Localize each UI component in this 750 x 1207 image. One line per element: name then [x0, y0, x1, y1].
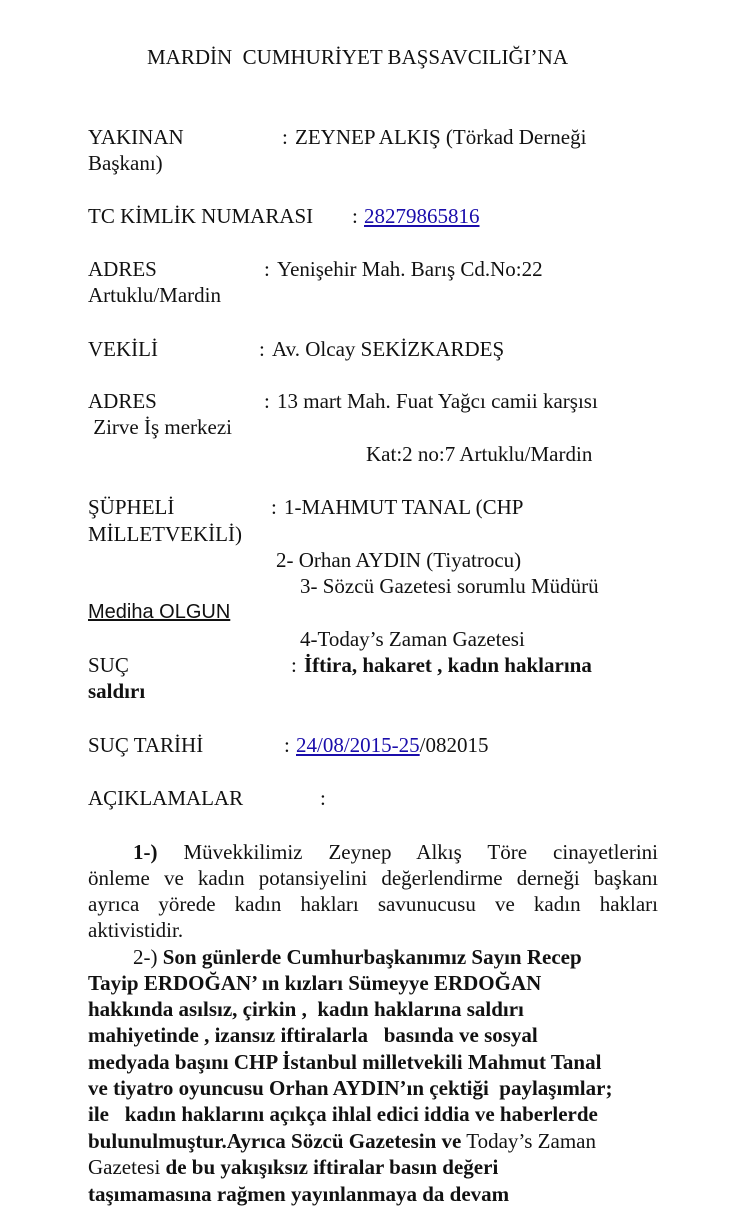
para2-line: medyada başını CHP İstanbul milletvekili Mahmut Tanal [88, 1050, 602, 1074]
para2-text: bulunulmuştur.Ayrıca Sözcü Gazetesin ve [88, 1129, 462, 1153]
address1-sep: : [264, 257, 270, 281]
para2-line: ve tiyatro oyuncusu Orhan AYDIN’ın çektiği paylaşımlar; [88, 1076, 613, 1100]
para2-number: 2-) [133, 945, 158, 969]
attorney-sep: : [259, 337, 265, 361]
suspect-3: 3- Sözcü Gazetesi sorumlu Müdürü [300, 574, 599, 598]
suspects-label: ŞÜPHELİ [88, 495, 175, 519]
crime-value: İftira, hakaret , kadın haklarına [304, 653, 592, 677]
address1-label: ADRES [88, 257, 157, 281]
para2-line: ile kadın haklarını açıkça ihlal edici iddia ve haberlerde [88, 1102, 598, 1126]
explanations-label: AÇIKLAMALAR [88, 786, 244, 810]
para1-text: Müvekkilimiz Zeynep Alkış Töre cinayetlerini [183, 840, 659, 864]
para1-line [133, 839, 658, 865]
complainant-value-cont: Başkanı) [88, 151, 163, 175]
suspect-2: 2- Orhan AYDIN (Tiyatrocu) [276, 548, 522, 572]
para1-line: aktivistidir. [88, 918, 184, 942]
address1-value-cont: Artuklu/Mardin [88, 283, 221, 307]
suspects-sep: : [271, 495, 277, 519]
address2-value-cont: Zirve İş merkezi [88, 415, 233, 439]
crime-date-label: SUÇ TARİHİ [88, 733, 204, 757]
para2-line [88, 1154, 498, 1180]
complainant-label: YAKINAN [88, 125, 184, 149]
suspect-4: 4-Today’s Zaman Gazetesi [300, 627, 525, 651]
para2-text: Son günlerde Cumhurbaşkanımız Sayın Recep [162, 945, 582, 969]
tc-label: TC KİMLİK NUMARASI [88, 204, 314, 228]
address1-value: Yenişehir Mah. Barış Cd.No:22 [277, 257, 543, 281]
crime-date-value [296, 732, 489, 758]
suspect-1: 1-MAHMUT TANAL (CHP [284, 495, 524, 519]
address2-label: ADRES [88, 389, 157, 413]
tc-sep: : [352, 204, 358, 228]
para2-line: mahiyetinde , izansız iftiralarla basında ve sosyal [88, 1023, 538, 1047]
suspect-1-cont: MİLLETVEKİLİ) [88, 522, 242, 546]
crime-sep: : [291, 653, 297, 677]
crime-label: SUÇ [88, 653, 129, 677]
complainant-value: ZEYNEP ALKIŞ (Törkad Derneği [295, 125, 587, 149]
complainant-sep: : [282, 125, 288, 149]
attorney-label: VEKİLİ [88, 337, 158, 361]
para2-line: Tayip ERDOĞAN’ ın kızları Sümeyye ERDOĞAN [88, 971, 542, 995]
para1-number: 1-) [133, 840, 158, 864]
para2-text: Gazetesi [88, 1155, 161, 1179]
suspect-3-name: Mediha OLGUN [88, 601, 231, 623]
para2-line: taşımamasına rağmen yayınlanmaya da devam [88, 1182, 510, 1206]
explanations-sep: : [320, 786, 326, 810]
para1-line: ayrıca yörede kadın hakları savunucusu ve kadın hakları [88, 892, 658, 916]
para2-line [133, 944, 582, 970]
address2-sep: : [264, 389, 270, 413]
crime-date-rest: /082015 [419, 733, 489, 757]
para2-line [88, 1128, 596, 1154]
address2-value: 13 mart Mah. Fuat Yağcı camii karşısı [277, 389, 598, 413]
para1-line: önleme ve kadın potansiyelini değerlendirme derneği başkanı [88, 866, 658, 890]
para2-text: Today’s Zaman [461, 1129, 596, 1153]
tc-number-link[interactable]: 28279865816 [364, 204, 480, 228]
para2-line: hakkında asılsız, çirkin , kadın haklarına saldırı [88, 997, 524, 1021]
crime-date-link[interactable]: 24/08/2015-25 [296, 733, 420, 757]
para2-text: de bu yakışıksız iftiralar basın değeri [160, 1155, 499, 1179]
attorney-value: Av. Olcay SEKİZKARDEŞ [272, 337, 505, 361]
address2-value-cont2: Kat:2 no:7 Artuklu/Mardin [366, 442, 593, 466]
crime-value-cont: saldırı [88, 679, 146, 703]
crime-date-sep: : [284, 733, 290, 757]
page-title: MARDİN CUMHURİYET BAŞSAVCILIĞI’NA [147, 45, 568, 69]
